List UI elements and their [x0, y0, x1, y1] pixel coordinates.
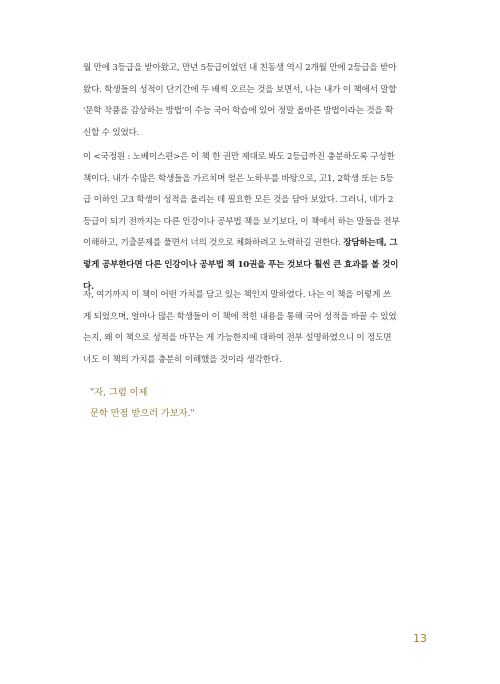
paragraph-line: 왔다. 학생들의 성적이 단기간에 두 배씩 오르는 것을 보면서, 나는 내가 이 책에서 말할 [83, 84, 397, 95]
paragraph-line: 는지, 왜 이 책으로 성적을 바꾸는 게 가능한지에 대하여 전부 설명하였으니 이 정도면 [83, 333, 392, 344]
quote-line: "자, 그럼 이제 [90, 387, 148, 398]
quote-line: 문학 만점 받으러 가보자." [90, 408, 195, 419]
emphasis-text: 장담하는데, 그 [343, 238, 398, 249]
paragraph-line [83, 255, 421, 277]
paragraph-line: 자, 여기까지 이 책이 어떤 가치를 담고 있는 책인지 말하였다. 나는 이 책을 이렇게 쓰 [83, 290, 391, 300]
paragraph-text: 이해하고, 기출문제를 풀면서 너의 것으로 체화하려고 노력하길 권한다. [83, 238, 341, 249]
paragraph-line [83, 233, 421, 255]
paragraph-2 [83, 147, 421, 298]
emphasis-text: 렇게 공부한다면 다른 인강이나 공부법 책 10권을 푸는 것보다 훨씬 큰 효과를 볼 것이 [83, 259, 399, 270]
paragraph-line: 이 <국정원 : 노베이스편>은 이 책 한 권만 제대로 봐도 2등급까진 충분하도록 구성한 [83, 152, 395, 162]
emphasis-text: 다. [83, 281, 94, 292]
paragraph-line: 등급이 되기 전까지는 다른 인강이나 공부법 책을 보기보다, 이 책에서 하는 말들을 전부 [83, 216, 400, 227]
paragraph-line: '문학 작품을 감상하는 방법'이 수능 국어 학습에 있어 정말 올바른 방법이라는 것을 확 [83, 106, 394, 117]
paragraph-line: 신할 수 있었다. [83, 127, 140, 138]
paragraph-3 [83, 285, 421, 371]
paragraph-1 [83, 58, 421, 144]
paragraph-line: 게 되었으며, 얼마나 많은 학생들이 이 책에 적힌 내용을 통해 국어 성적을 바꿀 수 있었 [83, 311, 397, 322]
closing-quote [90, 382, 390, 424]
page-number: 13 [413, 632, 427, 645]
paragraph-line: 급 이하인 고3 학생이 성적을 올리는 데 필요한 모든 것을 담아 보았다. 그러니, 네가 2 [83, 195, 394, 206]
paragraph-line: 월 만에 3등급을 받아왔고, 만년 5등급이었던 내 친동생 역시 2개월 만에 2등급을 받아 [83, 63, 397, 73]
paragraph-line: 너도 이 책의 가치를 충분히 이해했을 것이라 생각한다. [83, 354, 282, 365]
paragraph-line: 책이다. 내가 수많은 학생들을 가르치며 얻은 노하우를 바탕으로, 고1, 2학생 또는 5등 [83, 173, 394, 184]
